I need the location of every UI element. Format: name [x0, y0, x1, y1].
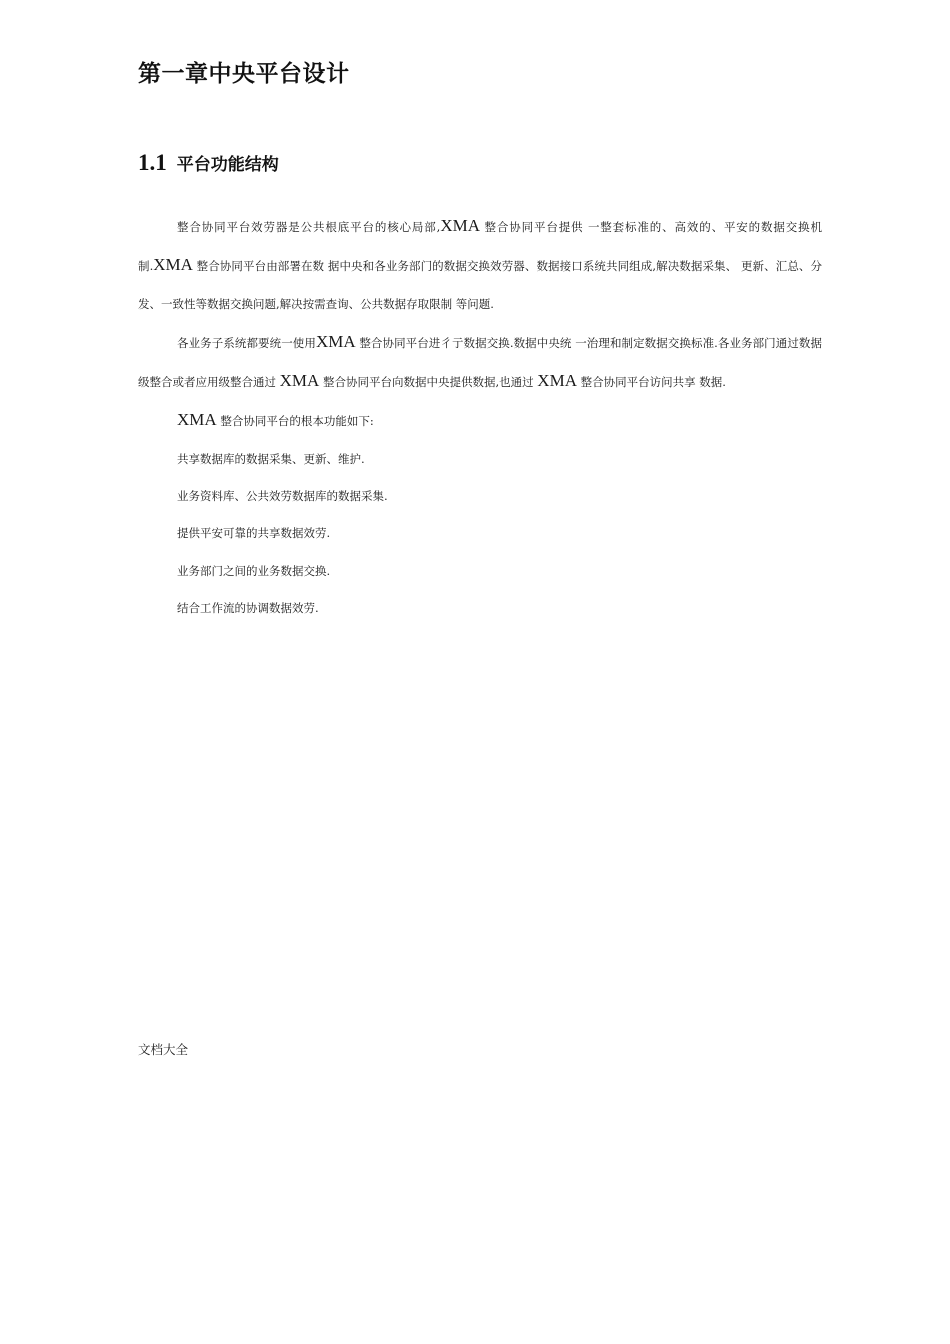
features-intro [138, 401, 822, 440]
list-item: 业务资料库、公共效劳数据库的数据采集. [177, 489, 388, 504]
list-item: 结合工作流的协调数据效劳. [177, 600, 319, 615]
features-intro-xma: XMA [177, 410, 217, 430]
paragraph-1-text-c: 整合协同平台由部署在数 据中央和各业务部门的数据交换效劳器、数据接口系统共同组成,解决数据采集、 更新、汇总、分发、一致性等数据交换问题,解决按需查询、公共数据存取限制 等问题. [138, 259, 822, 311]
paragraph-1-xma-a: XMA [440, 216, 480, 235]
section-number: 1.1 [138, 150, 167, 175]
section-body [138, 207, 822, 627]
chapter-title: 第一章中央平台设计 [138, 61, 350, 87]
paragraph-1 [138, 207, 822, 323]
list-item: 提供平安可靠的共享数据效劳. [177, 526, 331, 541]
paragraph-2 [138, 323, 822, 402]
paragraph-2-text-d: 整合协同平台访问共享 数据. [576, 375, 726, 390]
page-footer: 文档大全 [138, 1042, 189, 1057]
paragraph-1-text-a: 整合协同平台效劳器是公共根底平台的核心局部, [177, 220, 441, 234]
section-title: 平台功能结构 [176, 155, 279, 175]
paragraph-2-xma-a: XMA [315, 331, 356, 351]
paragraph-2-text-a: 各业务子系统都要统一使用 [177, 335, 316, 350]
paragraph-1-text-b: 整合协同平台提供 一整套标准的、高效的、平安的数据交换机制. [138, 220, 822, 274]
paragraph-1-xma-b: XMA [153, 255, 193, 275]
paragraph-2-xma-b: XMA [279, 371, 320, 391]
paragraph-2-xma-c: XMA [537, 371, 577, 391]
section-heading [138, 146, 279, 181]
paragraph-2-text-c: 整合协同平台向数据中央提供数据,也通过 [319, 375, 538, 390]
list-item: 业务部门之间的业务数据交换. [177, 563, 331, 578]
features-intro-text: 整合协同平台的根本功能如下: [216, 414, 374, 429]
list-item: 共享数据库的数据采集、更新、维护. [177, 451, 365, 466]
features-list [138, 441, 822, 627]
paragraph-2-text-b: 整合协同平台进彳亍数据交换.数据中央统 一治理和制定数据交换标准.各业务部门通过数据级整合或者应用级整合通过 [138, 335, 822, 390]
